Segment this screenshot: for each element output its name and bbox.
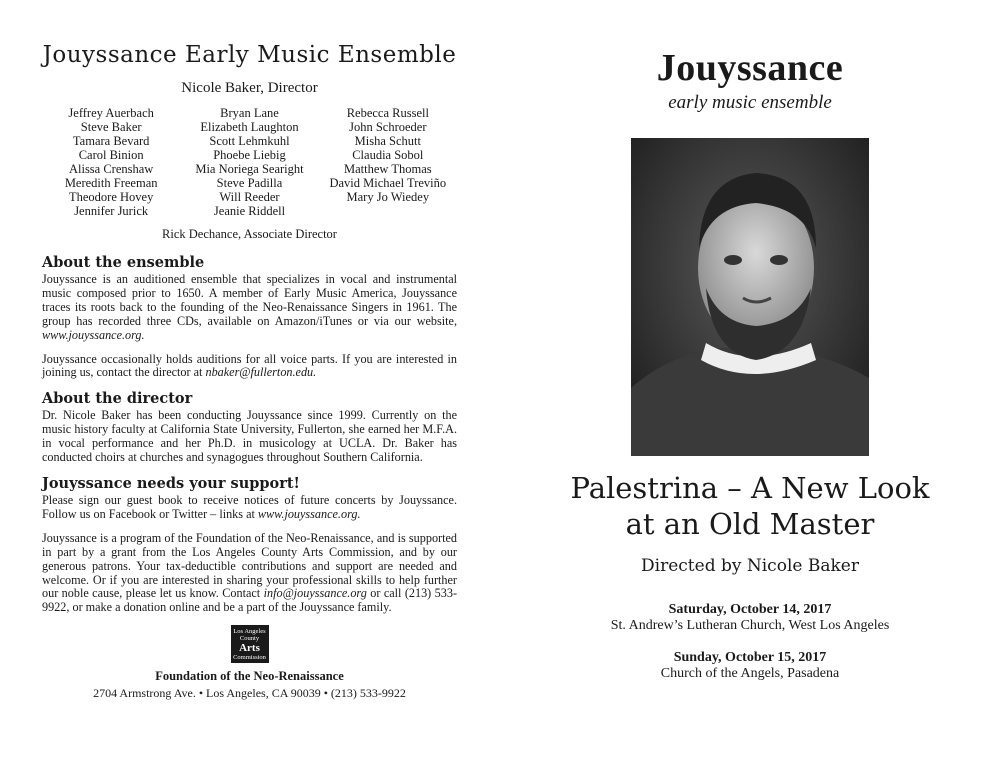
roster: [42, 106, 457, 218]
roster-name: Mary Jo Wiedey: [346, 190, 430, 204]
palestrina-portrait: [631, 138, 869, 456]
brand-title: Jouyssance: [656, 47, 844, 89]
roster-name: Claudia Sobol: [352, 148, 424, 162]
foundation-text-end: or call (213) 533-9922, or make a donation online and be a part of the Jouyssance family.: [42, 586, 458, 615]
roster-name: Matthew Thomas: [344, 162, 432, 176]
support-section: [42, 475, 457, 615]
foundation-address: 2704 Armstrong Ave. • Los Angeles, CA 90039 • (213) 533-9922: [93, 686, 406, 701]
about-ensemble-paragraph: [42, 273, 457, 343]
roster-name: David Michael Treviño: [329, 176, 447, 190]
roster-name: Rebecca Russell: [346, 106, 429, 120]
roster-name: Jennifer Jurick: [74, 204, 149, 218]
about-ensemble-section: [42, 254, 457, 380]
roster-name: Elizabeth Laughton: [200, 120, 299, 134]
roster-column-3: [319, 106, 457, 218]
ensemble-title: Jouyssance Early Music Ensemble: [42, 42, 457, 68]
roster-name: Scott Lehmkuhl: [209, 134, 290, 148]
website-link[interactable]: www.jouyssance.org.: [257, 506, 361, 521]
arts-commission-logo: [231, 625, 269, 663]
website-link[interactable]: www.jouyssance.org.: [42, 327, 145, 342]
roster-name: Steve Padilla: [216, 176, 283, 190]
logo-text: Arts: [239, 641, 260, 654]
auditions-text: Jouyssance occasionally holds auditions for all voice parts. If you are interested in joining us, contact the director at: [42, 351, 457, 380]
concert-1-venue: St. Andrew’s Lutheran Church, West Los Angeles: [610, 618, 890, 633]
roster-name: Mia Noriega Searight: [195, 162, 304, 176]
about-director-section: [42, 390, 457, 465]
foundation-paragraph: [42, 532, 457, 615]
about-ensemble-text: Jouyssance is an auditioned ensemble that specializes in vocal and instrumental music composed prior to 1650. A member of Early Music America, Jouyssance traces its roots back to the founding of the Neo-Renaissance Singers in 1961. The group has recorded three CDs, available on Amazon/iTunes or via our website,: [42, 272, 457, 328]
directed-by: Directed by Nicole Baker: [641, 556, 859, 576]
concert-2-date: Sunday, October 15, 2017: [673, 650, 827, 665]
left-panel: [42, 38, 457, 701]
auditions-paragraph: [42, 353, 457, 381]
foundation-text: Jouyssance is a program of the Foundation of the Neo-Renaissance, and is supported in part by a grant from the Los Angeles County Arts Commission, and by our generous patrons. Your tax-deductible contributions and support are needed and welcome. Or if you are interested in sharing your professional skills to help further our noble cause, please let us know. Contact: [42, 530, 457, 601]
roster-name: Jeffrey Auerbach: [68, 106, 154, 120]
roster-column-2: [180, 106, 318, 218]
guest-book-paragraph: [42, 494, 457, 522]
roster-name: Will Reeder: [219, 190, 280, 204]
roster-name: Tamara Bevard: [72, 134, 150, 148]
concert-2-venue: Church of the Angels, Pasadena: [660, 666, 840, 681]
roster-name: Theodore Hovey: [68, 190, 154, 204]
support-heading: Jouyssance needs your support!: [42, 474, 300, 492]
roster-name: Carol Binion: [78, 148, 144, 162]
concert-title-line-2: at an Old Master: [625, 507, 875, 541]
right-panel: [520, 38, 980, 682]
director-email-link[interactable]: nbaker@fullerton.edu.: [205, 365, 317, 380]
associate-director: Rick Dechance, Associate Director: [162, 227, 337, 241]
guest-book-text: Please sign our guest book to receive notices of future concerts by Jouyssance. Follow us on Facebook or Twitter – links at: [42, 492, 457, 521]
roster-name: Steve Baker: [80, 120, 142, 134]
logo-text: Commission: [233, 653, 266, 661]
about-ensemble-heading: About the ensemble: [42, 254, 205, 271]
info-email-link[interactable]: info@jouyssance.org: [263, 586, 367, 601]
roster-name: Jeanie Riddell: [213, 204, 286, 218]
roster-name: John Schroeder: [349, 120, 427, 134]
roster-column-1: [42, 106, 180, 218]
concert-title-line-1: Palestrina – A New Look: [570, 471, 930, 505]
roster-name: Alissa Crenshaw: [68, 162, 154, 176]
roster-name: Misha Schutt: [354, 134, 421, 148]
about-director-heading: About the director: [42, 390, 193, 408]
director-line: Nicole Baker, Director: [181, 80, 318, 96]
roster-name: Phoebe Liebig: [213, 148, 286, 162]
brand-subtitle: early music ensemble: [668, 92, 832, 113]
roster-name: Bryan Lane: [220, 106, 279, 120]
roster-name: Meredith Freeman: [64, 176, 158, 190]
concert-1-date: Saturday, October 14, 2017: [668, 602, 832, 617]
logo-text: Los Angeles: [233, 627, 266, 635]
concert-title: [520, 470, 980, 542]
about-director-paragraph: Dr. Nicole Baker has been conducting Jouyssance since 1999. Currently on the music history faculty at California State University, Fullerton, she earned her M.F.A. in vocal performance and her Ph.D. in musicology at UCLA. Dr. Baker has conducted choirs at churches and synagogues throughout Southern California.: [42, 408, 457, 465]
logo-text: County: [239, 634, 260, 642]
foundation-name: Foundation of the Neo-Renaissance: [155, 669, 344, 684]
